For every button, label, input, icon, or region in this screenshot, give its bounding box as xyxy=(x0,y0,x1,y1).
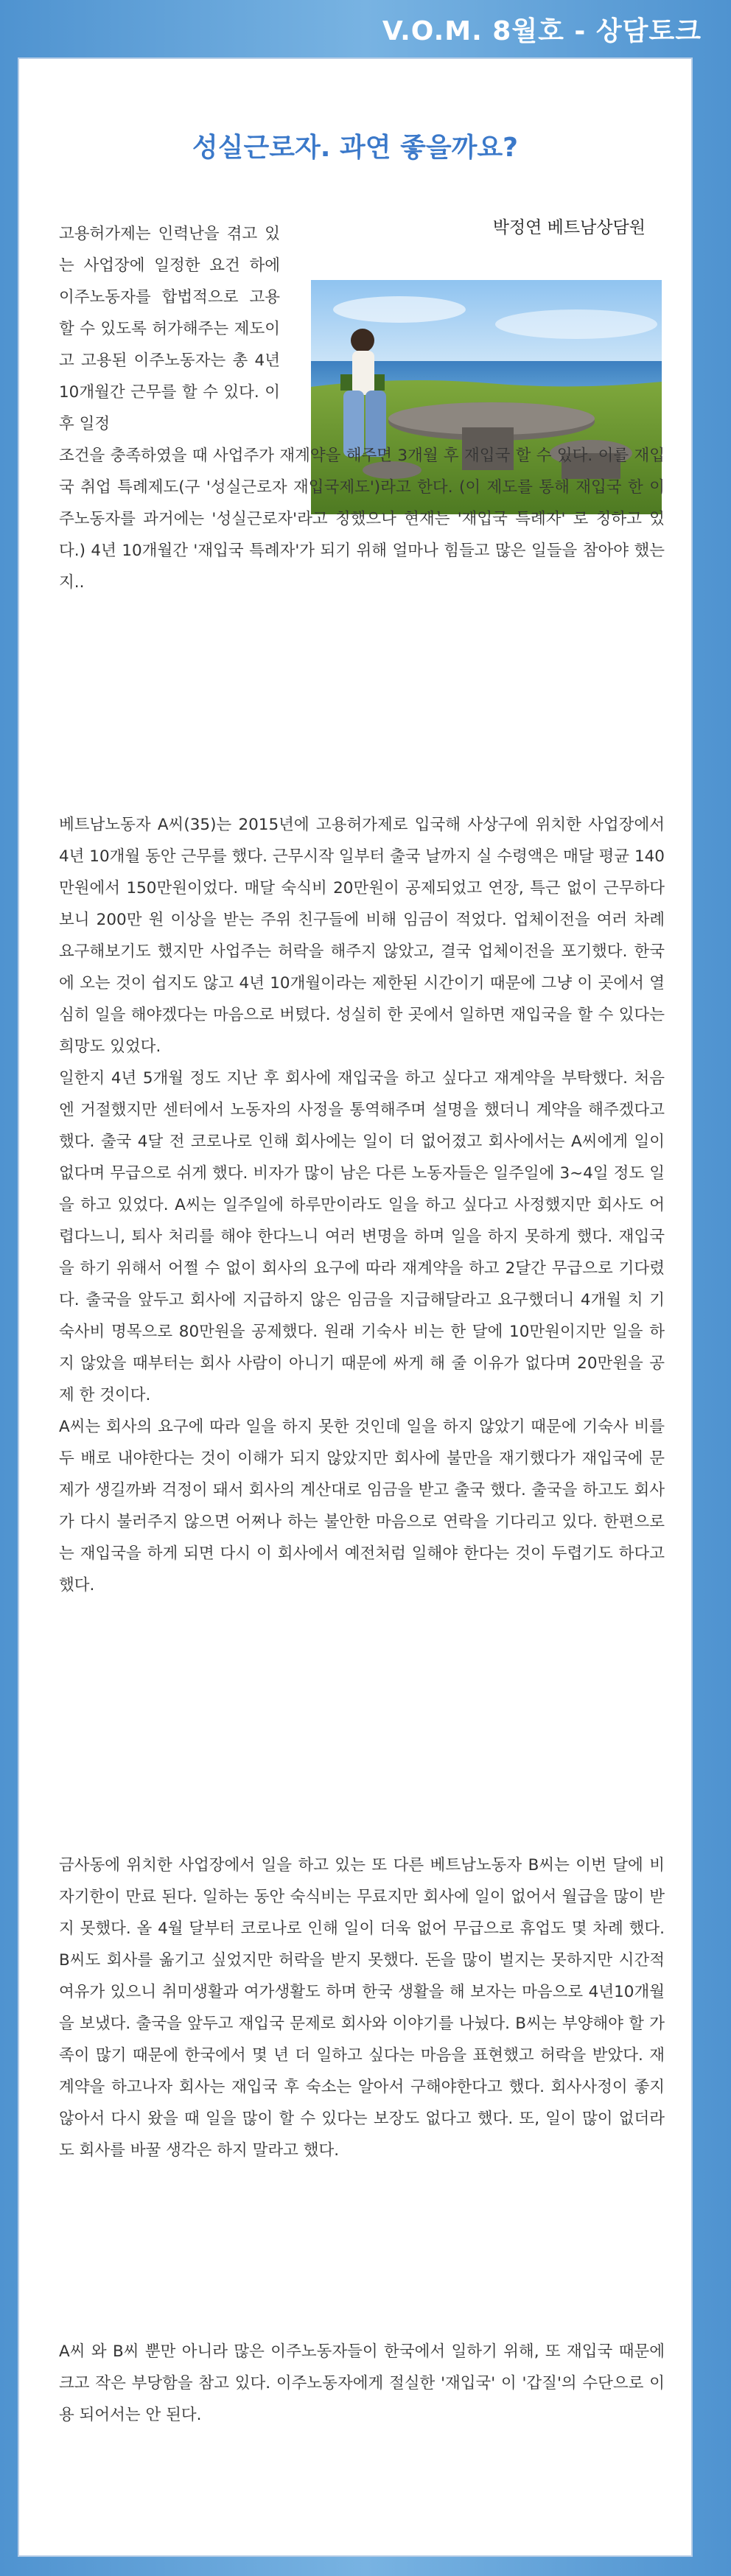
article-section-a xyxy=(59,809,665,1601)
article-paragraph-1 xyxy=(59,218,665,598)
article-paragraph-3: 일한지 4년 5개월 정도 지난 후 회사에 재입국을 하고 싶다고 재계약을 부탁했다. 처음엔 거절했지만 센터에서 노동자의 사정을 통역해주며 설명을 했더니 계약을 해주겠다고 했다. 출국 4달 전 코로나로 인해 회사에는 일이 더 없어졌고 회사에서는 A씨에게 일이 없다며 무급으로 쉬게 했다. 비자가 많이 남은 다른 노동자들은 일주일에 3~4일 정도 일을 하고 있었다. A씨는 일주일에 하루만이라도 일을 하고 싶다고 사정했지만 회사도 어렵다느니, 퇴사 처리를 해야 한다느니 여러 변명을 하며 일을 하지 못하게 했다. 재입국을 하기 위해서 어쩔 수 없이 회사의 요구에 따라 재계약을 하고 2달간 무급으로 기다렸다. 출국을 앞두고 회사에 지급하지 않은 임금을 지급해달라고 요구했더니 4개월 치 기숙사비 명목으로 80만원을 공제했다. 원래 기숙사 비는 한 달에 10만원이지만 일을 하지 않았을 때부터는 회사 사람이 아니기 때문에 싸게 해 줄 이유가 없다며 20만원을 공제 한 것이다. xyxy=(59,1069,665,1404)
article-paragraph-2: 베트남노동자 A씨(35)는 2015년에 고용허가제로 입국해 사상구에 위치한 사업장에서 4년 10개월 동안 근무를 했다. 근무시작 일부터 출국 날까지 실 수령액은 매달 평균 140만원에서 150만원이었다. 매달 숙식비 20만원이 공제되었고 연장, 특근 없이 근무하다보니 200만 원 이상을 받는 주위 친구들에 비해 임금이 적었다. 업체이전을 여러 차례 요구해보기도 했지만 사업주는 허락을 해주지 않았고, 결국 업체이전을 포기했다. 한국에 오는 것이 쉽지도 않고 4년 10개월이라는 제한된 시간이기 때문에 그냥 이 곳에서 열심히 일을 해야겠다는 마음으로 버텼다. 성실히 한 곳에서 일하면 재입국을 할 수 있다는 희망도 있었다. xyxy=(59,816,665,1056)
paragraph-1-wrapped-text: 고용허가제는 인력난을 겪고 있는 사업장에 일정한 요건 하에 이주노동자를 합법적으로 고용 할 수 있도록 허가해주는 제도이고 고용된 이주노동자는 총 4년 10개월간 근무를 할 수 있다. 이 후 일정 xyxy=(59,225,280,433)
article-title: 성실근로자. 과연 좋을까요? xyxy=(192,133,519,163)
article-section-conclusion xyxy=(59,2336,665,2431)
article-paragraph-5: 금사동에 위치한 사업장에서 일을 하고 있는 또 다른 베트남노동자 B씨는 이번 달에 비자기한이 만료 된다. 일하는 동안 숙식비는 무료지만 회사에 일이 없어서 월급을 많이 받지 못했다. 올 4월 달부터 코로나로 인해 일이 더욱 없어 무급으로 휴업도 몇 차례 했다. B씨도 회사를 옮기고 싶었지만 허락을 받지 못했다. 돈을 많이 벌지는 못하지만 시간적 여유가 있으니 취미생활과 여가생활도 하며 한국 생활을 해 보자는 마음으로 4년10개월을 보냈다. 출국을 앞두고 재입국 문제로 회사와 이야기를 나눴다. B씨는 부양해야 할 가족이 많기 때문에 한국에서 몇 년 더 일하고 싶다는 마음을 표현했고 허락을 받았다. 재계약을 하고나자 회사는 재입국 후 숙소는 알아서 구해야한다고 했다. 회사사정이 좋지 않아서 다시 왔을 때 일을 많이 할 수 있다는 보장도 없다고 했다. 또, 일이 많이 없더라도 회사를 바꿀 생각은 하지 말라고 했다. xyxy=(59,1856,665,2160)
paragraph-1-full-text: 조건을 충족하였을 때 사업주가 재계약을 해주면 3개월 후 재입국 할 수 있다. 이를 재입국 취업 특례제도(구 '성실근로자 재입국제도')라고 한다. (이 제도를 통해 재입국 한 이주노동자를 과거에는 '성실근로자'라고 칭했으나 현재는 '재입국 특례자' 로 칭하고 있다.) 4년 10개월간 '재입국 특례자'가 되기 위해 얼마나 힘들고 많은 일들을 참아야 했는지.. xyxy=(59,447,665,592)
article-paragraph-6: A씨 와 B씨 뿐만 아니라 많은 이주노동자들이 한국에서 일하기 위해, 또 재입국 때문에 크고 작은 부당함을 참고 있다. 이주노동자에게 절실한 '재입국' 이 '갑질'의 수단으로 이용 되어서는 안 된다. xyxy=(59,2342,665,2424)
header-title: V.O.M. 8월호 - 상담토크 xyxy=(382,16,702,46)
article-author: 박정연 베트남상담원 xyxy=(492,218,646,237)
article-paragraph-4: A씨는 회사의 요구에 따라 일을 하지 못한 것인데 일을 하지 않았기 때문에 기숙사 비를 두 배로 내야한다는 것이 이해가 되지 않았지만 회사에 불만을 재기했다가 재입국에 문제가 생길까봐 걱정이 돼서 회사의 계산대로 임금을 받고 출국 했다. 출국을 하고도 회사가 다시 불러주지 않으면 어쩌나 하는 불안한 마음으로 연락을 기다리고 있다. 한편으로는 재입국을 하게 되면 다시 이 회사에서 예전처럼 일해야 한다는 것이 두렵기도 하다고 했다. xyxy=(59,1418,665,1595)
article-section-b xyxy=(59,1849,665,2166)
